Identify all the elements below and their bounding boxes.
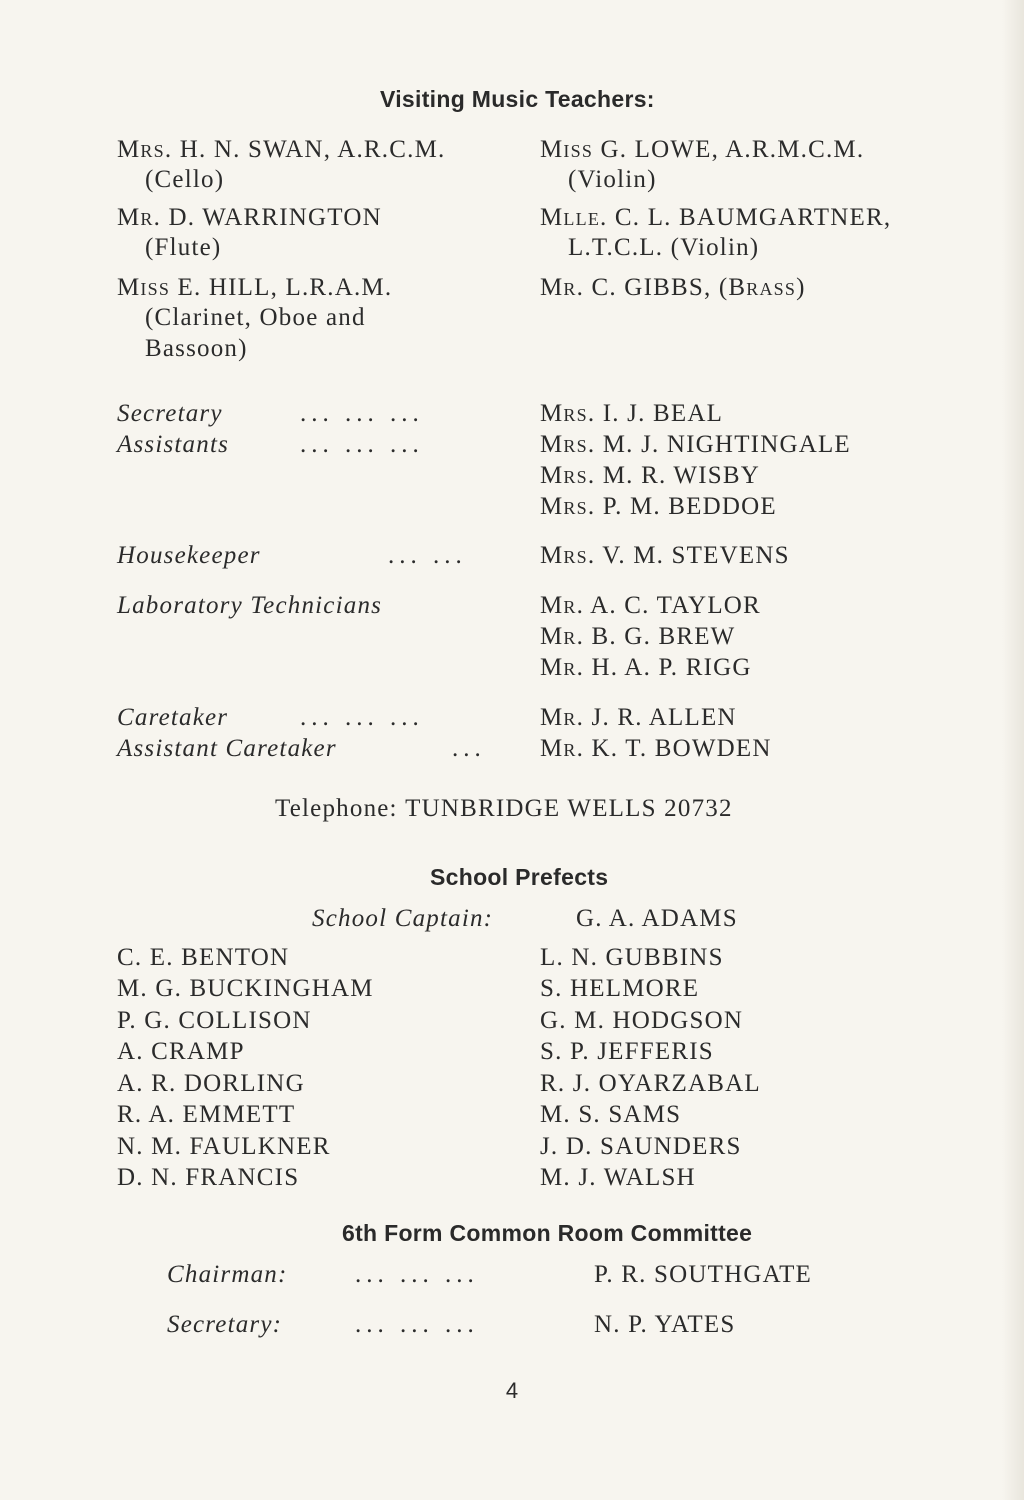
- housekeeper-name: Mrs. V. M. STEVENS: [540, 542, 790, 569]
- assistants-label: Assistants: [117, 431, 230, 458]
- leader-dots: ... ... ...: [300, 704, 424, 731]
- music-teacher-name: Mr. D. WARRINGTON: [117, 204, 382, 231]
- prefect-name: C. E. BENTON: [117, 944, 290, 971]
- telephone-line: [275, 793, 733, 824]
- assistant-caretaker-name: Mr. K. T. BOWDEN: [540, 735, 772, 762]
- chairman-name: P. R. SOUTHGATE: [594, 1261, 813, 1288]
- lab-technician-name: Mr. B. G. BREW: [540, 623, 736, 650]
- assistant-name: Mrs. M. J. NIGHTINGALE: [540, 431, 851, 458]
- prefect-name: A. R. DORLING: [117, 1070, 305, 1097]
- chairman-label: Chairman:: [167, 1261, 288, 1288]
- telephone-label: Telephone:: [275, 795, 398, 822]
- leader-dots: ... ... ...: [300, 400, 424, 427]
- prefect-name: L. N. GUBBINS: [540, 944, 724, 971]
- page-spine-shadow: [1002, 0, 1024, 1500]
- prefects-heading: School Prefects: [430, 864, 609, 890]
- leader-dots: ... ...: [388, 542, 467, 569]
- caretaker-name: Mr. J. R. ALLEN: [540, 704, 737, 731]
- prefect-name: D. N. FRANCIS: [117, 1164, 300, 1191]
- assistant-name: Mrs. M. R. WISBY: [540, 462, 760, 489]
- secretary-label: Secretary: [117, 400, 223, 427]
- prefect-name: S. P. JEFFERIS: [540, 1038, 714, 1065]
- lab-technicians-label: Laboratory Technicians: [117, 592, 383, 619]
- leader-dots: ... ... ...: [355, 1261, 479, 1288]
- music-teacher-name: Mlle. C. L. BAUMGARTNER,: [540, 204, 892, 231]
- prefect-name: R. J. OYARZABAL: [540, 1070, 761, 1097]
- assistant-caretaker-label: Assistant Caretaker: [117, 735, 337, 762]
- prefect-name: G. M. HODGSON: [540, 1007, 744, 1034]
- prefect-name: A. CRAMP: [117, 1038, 245, 1065]
- caretaker-label: Caretaker: [117, 704, 229, 731]
- music-teacher-instrument: (Flute): [145, 234, 222, 261]
- school-captain-label: School Captain:: [312, 905, 494, 932]
- assistant-name: Mrs. P. M. BEDDOE: [540, 493, 777, 520]
- prefect-name: M. J. WALSH: [540, 1164, 696, 1191]
- prefect-name: J. D. SAUNDERS: [540, 1133, 742, 1160]
- music-teacher-name: Mr. C. GIBBS, (Brass): [540, 274, 806, 301]
- music-teacher-instrument: (Clarinet, Oboe and: [145, 304, 366, 331]
- prefect-name: M. G. BUCKINGHAM: [117, 975, 374, 1002]
- committee-secretary-name: N. P. YATES: [594, 1311, 736, 1338]
- music-teacher-name: Mrs. H. N. SWAN, A.R.C.M.: [117, 136, 446, 163]
- music-teachers-heading: Visiting Music Teachers:: [380, 86, 655, 112]
- music-teacher-instrument: L.T.C.L. (Violin): [568, 234, 760, 261]
- music-teacher-instrument: (Cello): [145, 166, 225, 193]
- telephone-number: TUNBRIDGE WELLS 20732: [405, 795, 733, 822]
- music-teacher-name: Miss E. HILL, L.R.A.M.: [117, 274, 393, 301]
- page-number: 4: [505, 1378, 519, 1403]
- prefect-name: R. A. EMMETT: [117, 1101, 296, 1128]
- lab-technician-name: Mr. H. A. P. RIGG: [540, 654, 752, 681]
- prefect-name: N. M. FAULKNER: [117, 1133, 331, 1160]
- music-teacher-instrument: (Violin): [568, 166, 657, 193]
- music-teacher-name: Miss G. LOWE, A.R.M.C.M.: [540, 136, 865, 163]
- secretary-name: Mrs. I. J. BEAL: [540, 400, 724, 427]
- prefect-name: P. G. COLLISON: [117, 1007, 312, 1034]
- leader-dots: ...: [452, 735, 486, 762]
- lab-technician-name: Mr. A. C. TAYLOR: [540, 592, 761, 619]
- housekeeper-label: Housekeeper: [117, 542, 261, 569]
- committee-heading: 6th Form Common Room Committee: [342, 1220, 753, 1246]
- leader-dots: ... ... ...: [300, 431, 424, 458]
- leader-dots: ... ... ...: [355, 1311, 479, 1338]
- prefect-name: S. HELMORE: [540, 975, 700, 1002]
- committee-secretary-label: Secretary:: [167, 1311, 283, 1338]
- prefect-name: M. S. SAMS: [540, 1101, 682, 1128]
- school-captain-name: G. A. ADAMS: [576, 905, 738, 932]
- music-teacher-instrument: Bassoon): [145, 335, 248, 362]
